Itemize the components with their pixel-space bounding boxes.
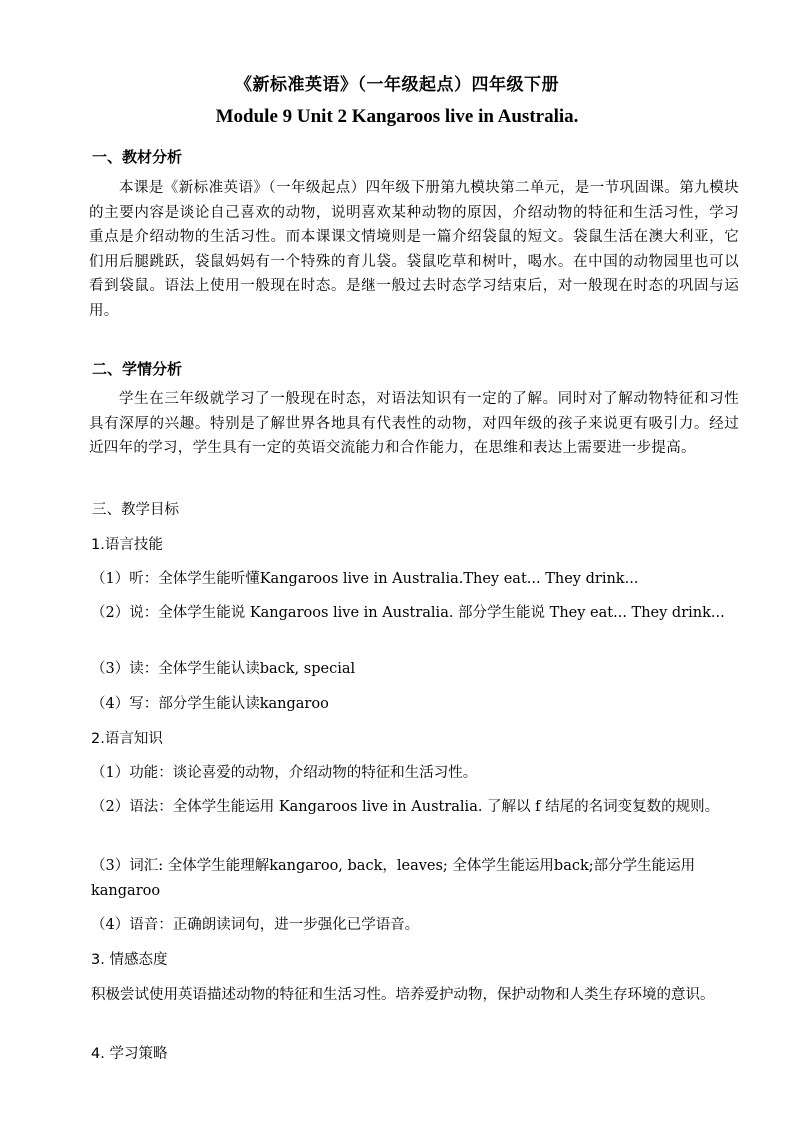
language-knowledge-item-function: （1）功能：谈论喜爱的动物，介绍动物的特征和生活习性。 [91,765,478,781]
language-skill-item-speaking: （2）说：全体学生能说 Kangaroos live in Australia. 部分学生能说 They eat... They drink... [91,605,725,621]
student-analysis-paragraph: 学生在三年级就学习了一般现在时态，对语法知识有一定的了解。同时对了解动物特征和习性具有深厚的兴趣。特别是了解世界各地具有代表性的动物，对四年级的孩子来说更有吸引力。经过近四年的学习，学生具有一定的英语交流能力和合作能力，在思维和表达上需要进一步提高。 [89,391,739,456]
section-heading-teaching-goals: 三、教学目标 [92,502,179,518]
textbook-analysis-paragraph: 本课是《新标准英语》（一年级起点）四年级下册第九模块第二单元，是一节巩固课。第九模块的主要内容是谈论自己喜欢的动物，说明喜欢某种动物的原因，介绍动物的特征和生活习性，学习重点是介绍动物的生活习性。而本课课文情境则是一篇介绍袋鼠的短文。袋鼠生活在澳大利亚，它们用后腿跳跃，袋鼠妈妈有一个特殊的育儿袋。袋鼠吃草和树叶，喝水。在中国的动物园里也可以看到袋鼠。语法上使用一般现在时态。是继一般过去时态学习结束后，对一般现在时态的巩固与运用。 [89,180,739,319]
language-skill-item-reading: （3）读：全体学生能认读back, special [91,661,356,677]
language-knowledge-item-vocabulary: （3）词汇: 全体学生能理解kangaroo, back，leaves; 全体学生能运用back;部分学生能运用kangaroo [91,858,696,899]
language-knowledge-item-grammar: （2）语法：全体学生能运用 Kangaroos live in Australia. 了解以 f 结尾的名词变复数的规则。 [91,799,720,815]
language-skill-item-listening: （1）听：全体学生能听懂Kangaroos live in Australia.They eat... They drink... [91,571,639,587]
subsection-heading-emotional-attitude: 3. 情感态度 [91,952,168,968]
language-knowledge-item-pronunciation: （4）语音：正确朗读词句，进一步强化已学语音。 [91,917,420,933]
subsection-heading-language-knowledge: 2.语言知识 [91,731,163,747]
subsection-heading-learning-strategy: 4. 学习策略 [91,1046,168,1062]
emotional-attitude-paragraph: 积极尝试使用英语描述动物的特征和生活习性。培养爱护动物，保护动物和人类生存环境的意识。 [91,987,715,1003]
section-heading-textbook-analysis: 一、教材分析 [92,148,183,166]
language-skill-item-writing: （4）写：部分学生能认读kangaroo [91,696,329,712]
document-title-english: Module 9 Unit 2 Kangaroos live in Australia. [215,106,579,127]
document-title-chinese: 《新标准英语》（一年级起点）四年级下册 [235,75,559,95]
subsection-heading-language-skills: 1.语言技能 [91,537,163,553]
section-heading-student-analysis: 二、学情分析 [92,360,183,378]
